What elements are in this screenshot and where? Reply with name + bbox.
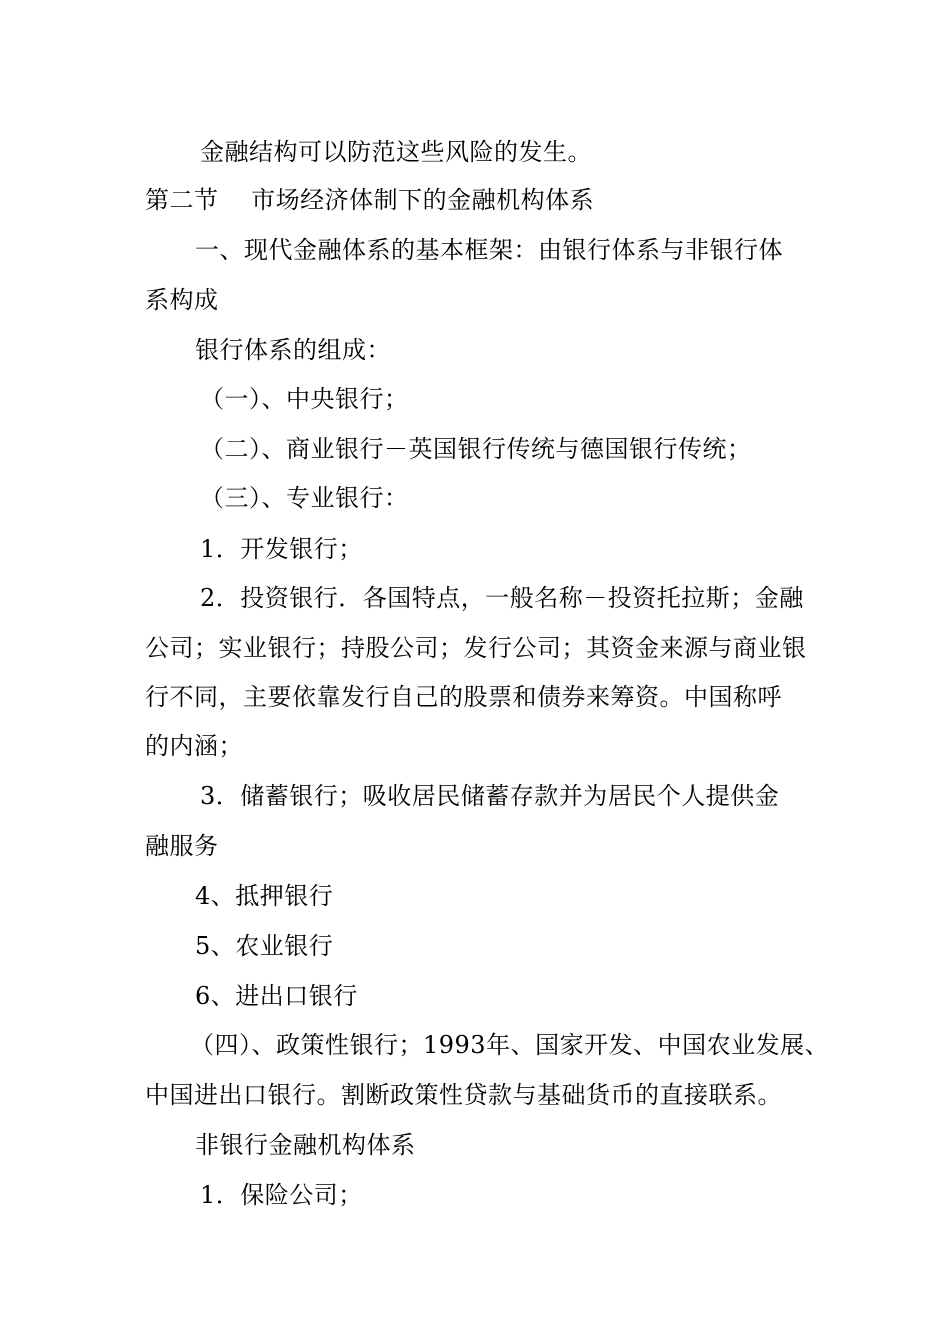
list-item: （三）、专业银行： <box>200 484 409 512</box>
list-item: 3．储蓄银行；吸收居民储蓄存款并为居民个人提供金 <box>200 782 780 810</box>
list-item: 4、抵押银行 <box>195 882 334 910</box>
list-item: 5、农业银行 <box>195 932 334 960</box>
list-item: 1．保险公司； <box>200 1181 363 1209</box>
text-line: 银行体系的组成： <box>195 336 391 364</box>
section-heading: 第二节 市场经济体制下的金融机构体系 <box>145 186 595 214</box>
text-line: 行不同，主要依靠发行自己的股票和债券来筹资。中国称呼 <box>145 683 782 711</box>
list-item: （二）、商业银行－英国银行传统与德国银行传统； <box>200 435 752 463</box>
list-item: 2．投资银行．各国特点，一般名称－投资托拉斯；金融 <box>200 584 804 612</box>
text-line: 公司；实业银行；持股公司；发行公司；其资金来源与商业银 <box>145 634 807 662</box>
text-line: 中国进出口银行。割断政策性贷款与基础货币的直接联系。 <box>145 1081 782 1109</box>
subheading: 非银行金融机构体系 <box>195 1131 416 1159</box>
text-line: 系构成 <box>145 286 219 314</box>
list-item: 1．开发银行； <box>200 535 363 563</box>
text-line: 一、现代金融体系的基本框架：由银行体系与非银行体 <box>195 236 783 264</box>
text-line: 融服务 <box>145 832 219 860</box>
list-item: （四）、政策性银行；1993年、国家开发、中国农业发展、 <box>190 1031 830 1059</box>
text-line: 金融结构可以防范这些风险的发生。 <box>200 138 592 166</box>
list-item: 6、进出口银行 <box>195 982 358 1010</box>
list-item: （一）、中央银行； <box>200 385 409 413</box>
text-line: 的内涵； <box>145 732 243 760</box>
